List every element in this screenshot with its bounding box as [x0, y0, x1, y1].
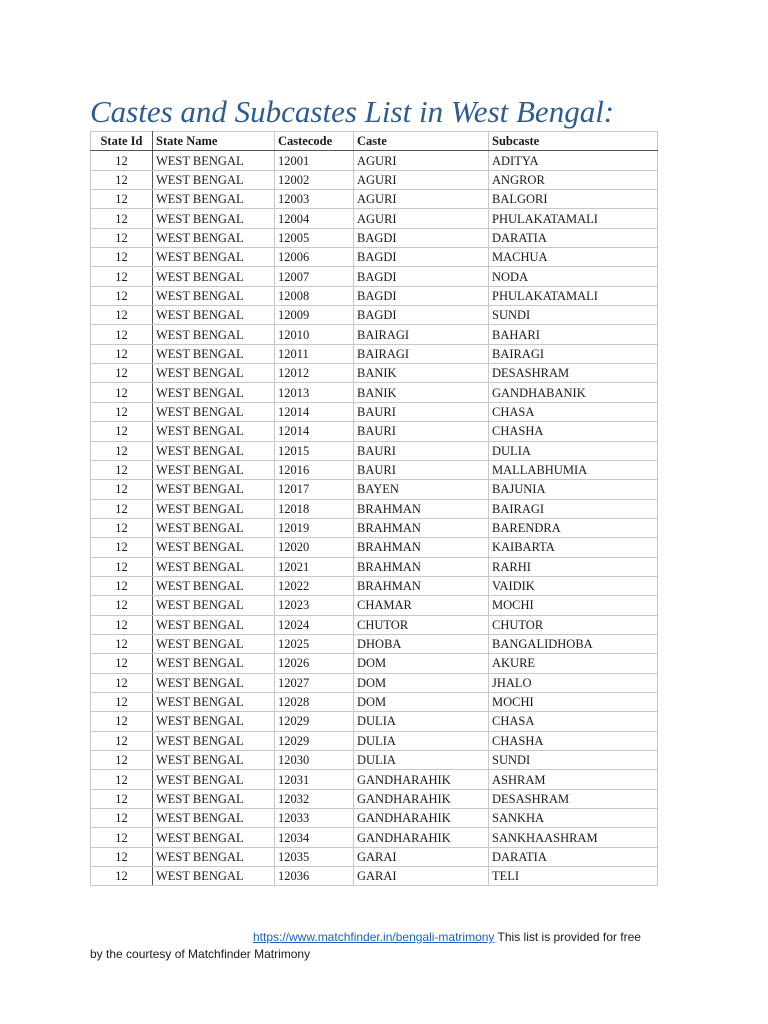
cell-state-id: 12 — [91, 364, 153, 383]
cell-caste: DOM — [354, 692, 489, 711]
cell-castecode: 12034 — [275, 828, 354, 847]
cell-subcaste: BARENDRA — [489, 518, 658, 537]
cell-caste: DHOBA — [354, 634, 489, 653]
cell-state-name: WEST BENGAL — [153, 151, 275, 170]
table-row — [91, 712, 658, 731]
cell-state-id: 12 — [91, 557, 153, 576]
cell-state-name: WEST BENGAL — [153, 422, 275, 441]
cell-state-id: 12 — [91, 770, 153, 789]
cell-caste: BAIRAGI — [354, 325, 489, 344]
table-row — [91, 809, 658, 828]
cell-state-id: 12 — [91, 402, 153, 421]
cell-subcaste: BAHARI — [489, 325, 658, 344]
cell-subcaste: SANKHAASHRAM — [489, 828, 658, 847]
cell-subcaste: JHALO — [489, 673, 658, 692]
table-row — [91, 364, 658, 383]
cell-castecode: 12016 — [275, 460, 354, 479]
cell-state-id: 12 — [91, 151, 153, 170]
cell-caste: BAURI — [354, 402, 489, 421]
cell-subcaste: KAIBARTA — [489, 538, 658, 557]
cell-caste: AGURI — [354, 209, 489, 228]
cell-state-name: WEST BENGAL — [153, 557, 275, 576]
cell-caste: AGURI — [354, 170, 489, 189]
cell-caste: BAIRAGI — [354, 344, 489, 363]
cell-state-id: 12 — [91, 731, 153, 750]
cell-subcaste: AKURE — [489, 654, 658, 673]
cell-caste: GANDHARAHIK — [354, 770, 489, 789]
matchfinder-link[interactable]: https://www.matchfinder.in/bengali-matrimony — [253, 930, 495, 944]
cell-caste: BRAHMAN — [354, 557, 489, 576]
table-row — [91, 596, 658, 615]
cell-state-id: 12 — [91, 190, 153, 209]
cell-state-id: 12 — [91, 325, 153, 344]
cell-caste: AGURI — [354, 151, 489, 170]
cell-state-name: WEST BENGAL — [153, 731, 275, 750]
cell-caste: BRAHMAN — [354, 576, 489, 595]
cell-state-name: WEST BENGAL — [153, 209, 275, 228]
cell-subcaste: CHASA — [489, 402, 658, 421]
cell-castecode: 12013 — [275, 383, 354, 402]
table-row — [91, 654, 658, 673]
cell-state-id: 12 — [91, 499, 153, 518]
table-row — [91, 518, 658, 537]
table-row — [91, 248, 658, 267]
cell-caste: GARAI — [354, 867, 489, 886]
table-row — [91, 557, 658, 576]
cell-state-id: 12 — [91, 538, 153, 557]
cell-caste: BAGDI — [354, 286, 489, 305]
table-row — [91, 576, 658, 595]
cell-state-id: 12 — [91, 789, 153, 808]
cell-caste: GANDHARAHIK — [354, 789, 489, 808]
cell-subcaste: BAJUNIA — [489, 480, 658, 499]
cell-state-name: WEST BENGAL — [153, 770, 275, 789]
cell-state-name: WEST BENGAL — [153, 480, 275, 499]
cell-subcaste: CHASA — [489, 712, 658, 731]
cell-castecode: 12026 — [275, 654, 354, 673]
cell-state-name: WEST BENGAL — [153, 383, 275, 402]
cell-castecode: 12004 — [275, 209, 354, 228]
table-row — [91, 267, 658, 286]
cell-state-id: 12 — [91, 576, 153, 595]
cell-state-name: WEST BENGAL — [153, 847, 275, 866]
table-row — [91, 867, 658, 886]
cell-subcaste: PHULAKATAMALI — [489, 286, 658, 305]
table-row — [91, 306, 658, 325]
table-row — [91, 170, 658, 189]
table-row — [91, 383, 658, 402]
cell-state-id: 12 — [91, 692, 153, 711]
cell-castecode: 12023 — [275, 596, 354, 615]
table-row — [91, 789, 658, 808]
cell-state-name: WEST BENGAL — [153, 248, 275, 267]
cell-caste: BRAHMAN — [354, 538, 489, 557]
table-row — [91, 190, 658, 209]
cell-castecode: 12022 — [275, 576, 354, 595]
cell-subcaste: PHULAKATAMALI — [489, 209, 658, 228]
table-row — [91, 538, 658, 557]
cell-caste: BAURI — [354, 441, 489, 460]
cell-state-name: WEST BENGAL — [153, 538, 275, 557]
cell-castecode: 12011 — [275, 344, 354, 363]
cell-subcaste: CHASHA — [489, 422, 658, 441]
cell-caste: BRAHMAN — [354, 499, 489, 518]
cell-state-name: WEST BENGAL — [153, 634, 275, 653]
cell-subcaste: MOCHI — [489, 596, 658, 615]
cell-state-name: WEST BENGAL — [153, 344, 275, 363]
cell-subcaste: CHASHA — [489, 731, 658, 750]
cell-subcaste: MOCHI — [489, 692, 658, 711]
cell-state-id: 12 — [91, 170, 153, 189]
cell-castecode: 12025 — [275, 634, 354, 653]
cell-caste: DULIA — [354, 751, 489, 770]
cell-caste: DULIA — [354, 731, 489, 750]
table-header — [91, 132, 658, 151]
cell-caste: AGURI — [354, 190, 489, 209]
cell-state-id: 12 — [91, 422, 153, 441]
cell-castecode: 12008 — [275, 286, 354, 305]
cell-castecode: 12017 — [275, 480, 354, 499]
table-row — [91, 344, 658, 363]
cell-state-name: WEST BENGAL — [153, 228, 275, 247]
table-row — [91, 325, 658, 344]
cell-caste: BANIK — [354, 383, 489, 402]
cell-state-id: 12 — [91, 344, 153, 363]
table-row — [91, 673, 658, 692]
cell-state-name: WEST BENGAL — [153, 460, 275, 479]
cell-caste: BRAHMAN — [354, 518, 489, 537]
cell-state-id: 12 — [91, 654, 153, 673]
table-row — [91, 692, 658, 711]
cell-subcaste: ASHRAM — [489, 770, 658, 789]
cell-castecode: 12007 — [275, 267, 354, 286]
cell-state-name: WEST BENGAL — [153, 673, 275, 692]
cell-state-id: 12 — [91, 228, 153, 247]
cell-caste: BAGDI — [354, 248, 489, 267]
cell-castecode: 12001 — [275, 151, 354, 170]
cell-subcaste: DULIA — [489, 441, 658, 460]
cell-caste: GARAI — [354, 847, 489, 866]
cell-caste: BANIK — [354, 364, 489, 383]
cell-castecode: 12029 — [275, 712, 354, 731]
cell-castecode: 12029 — [275, 731, 354, 750]
header-castecode: Castecode — [275, 132, 354, 151]
cell-state-id: 12 — [91, 615, 153, 634]
cell-subcaste: BALGORI — [489, 190, 658, 209]
cell-state-name: WEST BENGAL — [153, 306, 275, 325]
footer-free-text: This list is provided for free — [494, 930, 641, 944]
cell-state-id: 12 — [91, 267, 153, 286]
cell-caste: BAGDI — [354, 306, 489, 325]
cell-state-name: WEST BENGAL — [153, 596, 275, 615]
cell-subcaste: TELI — [489, 867, 658, 886]
cell-subcaste: DARATIA — [489, 228, 658, 247]
cell-castecode: 12003 — [275, 190, 354, 209]
cell-state-id: 12 — [91, 441, 153, 460]
cell-caste: GANDHARAHIK — [354, 828, 489, 847]
table-row — [91, 499, 658, 518]
cell-state-name: WEST BENGAL — [153, 576, 275, 595]
caste-table — [90, 131, 658, 886]
cell-subcaste: BAIRAGI — [489, 499, 658, 518]
cell-state-name: WEST BENGAL — [153, 441, 275, 460]
cell-caste: DOM — [354, 654, 489, 673]
cell-state-name: WEST BENGAL — [153, 654, 275, 673]
cell-castecode: 12006 — [275, 248, 354, 267]
cell-subcaste: BAIRAGI — [489, 344, 658, 363]
table-row — [91, 286, 658, 305]
cell-state-name: WEST BENGAL — [153, 809, 275, 828]
header-state-id: State Id — [91, 132, 153, 151]
cell-caste: BAURI — [354, 460, 489, 479]
cell-subcaste: GANDHABANIK — [489, 383, 658, 402]
cell-caste: BAURI — [354, 422, 489, 441]
cell-castecode: 12036 — [275, 867, 354, 886]
table-row — [91, 151, 658, 170]
table-row — [91, 228, 658, 247]
cell-caste: DOM — [354, 673, 489, 692]
cell-state-name: WEST BENGAL — [153, 267, 275, 286]
cell-state-name: WEST BENGAL — [153, 364, 275, 383]
table-row — [91, 460, 658, 479]
cell-subcaste: MALLABHUMIA — [489, 460, 658, 479]
cell-castecode: 12014 — [275, 402, 354, 421]
header-state-name: State Name — [153, 132, 275, 151]
table-row — [91, 402, 658, 421]
page-title: Castes and Subcastes List in West Bengal: — [90, 94, 615, 129]
cell-subcaste: SUNDI — [489, 306, 658, 325]
cell-subcaste: DESASHRAM — [489, 789, 658, 808]
cell-subcaste: ADITYA — [489, 151, 658, 170]
cell-subcaste: MACHUA — [489, 248, 658, 267]
cell-castecode: 12033 — [275, 809, 354, 828]
cell-state-id: 12 — [91, 480, 153, 499]
cell-subcaste: NODA — [489, 267, 658, 286]
cell-castecode: 12031 — [275, 770, 354, 789]
cell-state-name: WEST BENGAL — [153, 190, 275, 209]
cell-state-id: 12 — [91, 712, 153, 731]
cell-state-name: WEST BENGAL — [153, 402, 275, 421]
cell-caste: GANDHARAHIK — [354, 809, 489, 828]
cell-castecode: 12009 — [275, 306, 354, 325]
cell-castecode: 12030 — [275, 751, 354, 770]
cell-castecode: 12027 — [275, 673, 354, 692]
cell-state-name: WEST BENGAL — [153, 615, 275, 634]
table-row — [91, 422, 658, 441]
cell-caste: CHUTOR — [354, 615, 489, 634]
cell-caste: BAYEN — [354, 480, 489, 499]
table-body — [91, 151, 658, 886]
cell-castecode: 12035 — [275, 847, 354, 866]
cell-state-id: 12 — [91, 809, 153, 828]
cell-state-id: 12 — [91, 209, 153, 228]
cell-subcaste: SANKHA — [489, 809, 658, 828]
cell-state-name: WEST BENGAL — [153, 751, 275, 770]
cell-state-id: 12 — [91, 596, 153, 615]
cell-castecode: 12002 — [275, 170, 354, 189]
cell-state-name: WEST BENGAL — [153, 712, 275, 731]
cell-castecode: 12019 — [275, 518, 354, 537]
cell-caste: CHAMAR — [354, 596, 489, 615]
cell-subcaste: RARHI — [489, 557, 658, 576]
cell-castecode: 12032 — [275, 789, 354, 808]
cell-state-name: WEST BENGAL — [153, 692, 275, 711]
cell-subcaste: DESASHRAM — [489, 364, 658, 383]
cell-castecode: 12014 — [275, 422, 354, 441]
cell-state-id: 12 — [91, 248, 153, 267]
cell-state-id: 12 — [91, 383, 153, 402]
cell-castecode: 12024 — [275, 615, 354, 634]
cell-subcaste: ANGROR — [489, 170, 658, 189]
cell-castecode: 12028 — [275, 692, 354, 711]
cell-castecode: 12010 — [275, 325, 354, 344]
footer-line-1 — [253, 929, 641, 945]
cell-castecode: 12005 — [275, 228, 354, 247]
footer-line-2: by the courtesy of Matchfinder Matrimony — [90, 947, 311, 961]
cell-subcaste: CHUTOR — [489, 615, 658, 634]
table-row — [91, 615, 658, 634]
cell-state-id: 12 — [91, 673, 153, 692]
cell-castecode: 12020 — [275, 538, 354, 557]
cell-state-name: WEST BENGAL — [153, 286, 275, 305]
cell-state-id: 12 — [91, 286, 153, 305]
cell-state-id: 12 — [91, 460, 153, 479]
cell-state-id: 12 — [91, 634, 153, 653]
table-row — [91, 751, 658, 770]
table-row — [91, 770, 658, 789]
cell-state-id: 12 — [91, 518, 153, 537]
cell-state-name: WEST BENGAL — [153, 325, 275, 344]
table-row — [91, 480, 658, 499]
table-row — [91, 634, 658, 653]
cell-subcaste: SUNDI — [489, 751, 658, 770]
cell-state-name: WEST BENGAL — [153, 867, 275, 886]
header-subcaste: Subcaste — [489, 132, 658, 151]
cell-state-name: WEST BENGAL — [153, 518, 275, 537]
cell-state-name: WEST BENGAL — [153, 828, 275, 847]
cell-state-id: 12 — [91, 847, 153, 866]
table-row — [91, 731, 658, 750]
cell-state-name: WEST BENGAL — [153, 789, 275, 808]
cell-state-id: 12 — [91, 828, 153, 847]
table-row — [91, 209, 658, 228]
cell-state-id: 12 — [91, 867, 153, 886]
cell-caste: BAGDI — [354, 267, 489, 286]
cell-castecode: 12021 — [275, 557, 354, 576]
cell-subcaste: DARATIA — [489, 847, 658, 866]
cell-state-name: WEST BENGAL — [153, 499, 275, 518]
cell-caste: BAGDI — [354, 228, 489, 247]
cell-castecode: 12018 — [275, 499, 354, 518]
cell-subcaste: VAIDIK — [489, 576, 658, 595]
table-row — [91, 847, 658, 866]
cell-state-id: 12 — [91, 306, 153, 325]
header-caste: Caste — [354, 132, 489, 151]
cell-castecode: 12012 — [275, 364, 354, 383]
cell-state-id: 12 — [91, 751, 153, 770]
cell-castecode: 12015 — [275, 441, 354, 460]
table-row — [91, 828, 658, 847]
header-row — [91, 132, 658, 151]
cell-subcaste: BANGALIDHOBA — [489, 634, 658, 653]
cell-state-name: WEST BENGAL — [153, 170, 275, 189]
table-row — [91, 441, 658, 460]
cell-caste: DULIA — [354, 712, 489, 731]
